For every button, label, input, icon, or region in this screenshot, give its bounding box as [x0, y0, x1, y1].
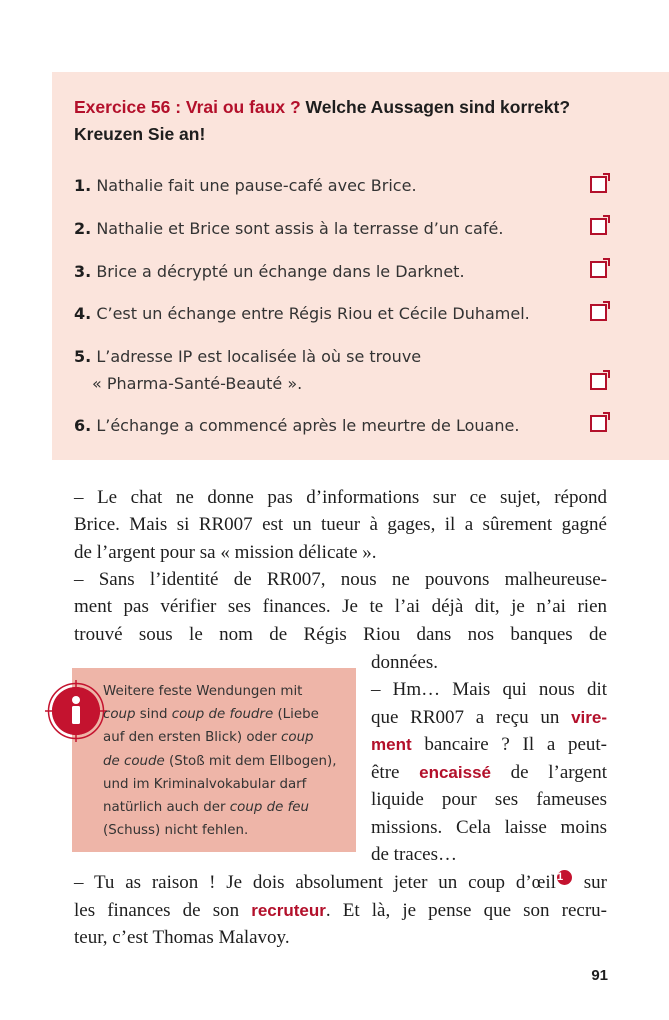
item-number: 1. [74, 176, 92, 195]
body-line: teur, c’est Thomas Malavoy. [74, 927, 290, 948]
exercise-heading [74, 94, 634, 148]
body-text: que RR007 a reçu un [371, 707, 572, 728]
checkbox[interactable] [590, 415, 607, 432]
body-line: Brice. Mais si RR007 est un tueur à gages, il a sûrement gagné [74, 514, 607, 535]
highlight-recruteur: recruteur [251, 901, 326, 920]
highlight-virement: vire- [571, 708, 607, 727]
exercise-item [74, 215, 584, 242]
item-text: Nathalie et Brice sont assis à la terrasse d’un café. [96, 219, 504, 238]
exercise-instruction-line2: Kreuzen Sie an! [74, 124, 206, 144]
item-text: L’échange a commencé après le meurtre de Louane. [96, 416, 520, 435]
info-icon [45, 680, 107, 742]
highlight-virement-cont: ment [371, 735, 412, 754]
item-number: 2. [74, 219, 92, 238]
item-text: Brice a décrypté un échange dans le Darknet. [96, 262, 465, 281]
body-text: sur [572, 872, 607, 893]
body-text: être [371, 762, 420, 783]
info-term: coup de feu [229, 800, 310, 816]
item-number: 3. [74, 262, 92, 281]
exercise-item [74, 258, 584, 285]
info-line: natürlich auch der [103, 800, 230, 816]
body-line [74, 897, 607, 924]
item-number: 5. [74, 347, 92, 366]
body-line: – Hm… Mais qui nous dit [371, 679, 607, 700]
body-line: trouvé sous le nom de Régis Riou dans nos banques de [74, 624, 607, 645]
item-text: C’est un échange entre Régis Riou et Cécile Duhamel. [96, 304, 530, 323]
body-text: bancaire ? Il a peut- [411, 734, 607, 755]
info-line: (Schuss) nicht fehlen. [103, 823, 249, 839]
exercise-item [74, 412, 584, 439]
body-line: de l’argent pour sa « mission délicate ». [74, 542, 377, 563]
exercise-instruction: Welche Aussagen sind korrekt? [305, 97, 571, 117]
item-number: 4. [74, 304, 92, 323]
item-text: L’adresse IP est localisée là où se trouve [96, 347, 422, 366]
info-line: auf den ersten Blick) oder [103, 730, 282, 746]
info-term: coup [103, 707, 136, 723]
footnote-marker[interactable]: 1 [557, 870, 572, 885]
body-line: de traces… [371, 844, 457, 865]
checkbox[interactable] [590, 373, 607, 390]
body-line: – Sans l’identité de RR007, nous ne pouvons malheureuse- [74, 569, 607, 590]
info-line: (Stoß mit dem Ellbogen), [164, 753, 337, 769]
body-text: les finances de son [74, 900, 252, 921]
body-line: données. [371, 652, 439, 673]
item-text: Nathalie fait une pause-café avec Brice. [96, 176, 417, 195]
body-line [371, 704, 607, 731]
checkbox[interactable] [590, 304, 607, 321]
info-line: Weitere feste Wendungen mit [103, 684, 303, 699]
item-text-continued: « Pharma-Santé-Beauté ». [92, 374, 303, 393]
checkbox[interactable] [590, 176, 607, 193]
exercise-item [74, 300, 584, 327]
body-text: de l’argent [490, 762, 607, 783]
info-line: und im Kriminalvokabular darf [103, 776, 307, 792]
body-line [74, 869, 607, 896]
page-number: 91 [591, 967, 608, 984]
body-line: liquide pour ses fameuses [371, 789, 607, 810]
info-text [103, 680, 343, 842]
body-line: ment pas vérifier ses finances. Je te l’ai déjà dit, je n’ai rien [74, 596, 607, 617]
info-line: sind [135, 707, 172, 723]
body-text: – Tu as raison ! Je dois absolument jeter un coup d’œil [74, 872, 556, 893]
highlight-encaisse: encaissé [419, 763, 491, 782]
info-term: de coude [103, 753, 165, 769]
exercise-title: Exercice 56 : Vrai ou faux ? [74, 97, 301, 117]
exercise-item [74, 343, 584, 397]
info-term: coup de foudre [171, 707, 274, 723]
exercise-item [74, 172, 584, 199]
item-number: 6. [74, 416, 92, 435]
body-line [371, 731, 607, 758]
info-term: coup [281, 730, 314, 746]
body-text: . Et là, je pense que son recru- [325, 900, 607, 921]
body-line [371, 759, 607, 786]
body-line: – Le chat ne donne pas d’informations sur ce sujet, répond [74, 487, 607, 508]
body-line: missions. Cela laisse moins [371, 817, 607, 838]
checkbox[interactable] [590, 261, 607, 278]
checkbox[interactable] [590, 218, 607, 235]
info-line: (Liebe [273, 707, 319, 723]
